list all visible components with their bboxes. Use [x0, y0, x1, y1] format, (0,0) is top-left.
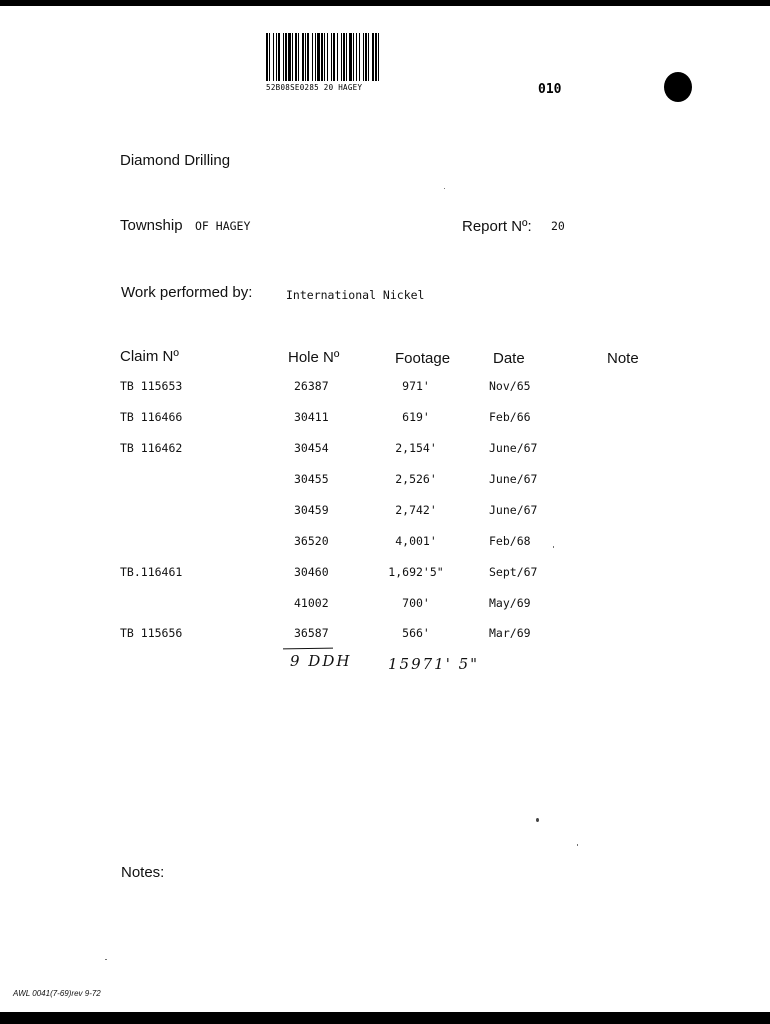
hole-cell: 30459	[294, 503, 329, 517]
scan-speck	[105, 959, 107, 960]
table-row	[0, 626, 770, 646]
barcode	[266, 33, 484, 81]
footage-cell: 619'	[402, 410, 430, 424]
footage-cell: 566'	[402, 626, 430, 640]
date-cell: Mar/69	[489, 626, 531, 640]
work-performed-label: Work performed by:	[121, 284, 253, 301]
footage-cell: 971'	[402, 379, 430, 393]
scan-speck	[444, 188, 445, 189]
hole-cell: 41002	[294, 596, 329, 610]
page-code: 010	[538, 82, 562, 97]
hole-cell: 30454	[294, 441, 329, 455]
hole-cell: 36520	[294, 534, 329, 548]
claim-cell: TB 115656	[120, 626, 183, 640]
col-header-claim: Claim Nº	[120, 348, 179, 365]
table-row	[0, 379, 770, 399]
hole-cell: 30411	[294, 410, 329, 424]
hole-cell: 36587	[294, 626, 329, 640]
footage-cell: 2,526'	[395, 472, 437, 486]
scan-speck	[577, 844, 578, 846]
table-row	[0, 596, 770, 616]
footage-cell: 4,001'	[395, 534, 437, 548]
col-header-hole: Hole Nº	[288, 349, 340, 366]
hole-cell: 30460	[294, 565, 329, 579]
table-row	[0, 534, 770, 554]
date-cell: Nov/65	[489, 379, 531, 393]
hole-cell: 26387	[294, 379, 329, 393]
totals-rule	[283, 648, 333, 650]
col-header-date: Date	[493, 350, 525, 367]
col-header-note: Note	[607, 350, 639, 367]
col-header-footage: Footage	[395, 350, 451, 367]
date-cell: Sept/67	[489, 565, 538, 579]
table-row	[0, 472, 770, 492]
footage-cell: 2,742'	[395, 503, 437, 517]
hole-cell: 30455	[294, 472, 329, 486]
date-cell: Feb/66	[489, 410, 531, 424]
table-row	[0, 441, 770, 461]
footage-cell: 2,154'	[395, 441, 437, 455]
table-row	[0, 410, 770, 430]
report-value: 20	[551, 219, 565, 233]
work-performed-value: International Nickel	[286, 288, 425, 302]
report-label: Report Nº:	[462, 218, 532, 235]
form-code: AWL 0041(7-69)rev 9-72	[13, 989, 101, 998]
claim-cell: TB 115653	[120, 379, 183, 393]
claim-cell: TB.116461	[120, 565, 183, 579]
scan-speck	[536, 818, 539, 822]
date-cell: May/69	[489, 596, 531, 610]
township-label: Township	[120, 217, 183, 234]
footage-cell: 1,692'5"	[388, 565, 444, 579]
punch-hole	[664, 72, 692, 102]
scan-speck	[553, 546, 554, 548]
footage-cell: 700'	[402, 596, 430, 610]
total-holes: 9 DDH	[290, 652, 352, 670]
notes-label: Notes:	[121, 864, 165, 881]
claim-cell: TB 116462	[120, 441, 183, 455]
document-page	[0, 6, 770, 1012]
table-row	[0, 565, 770, 585]
total-footage: 15971' 5"	[388, 655, 480, 673]
date-cell: Feb/68	[489, 534, 531, 548]
date-cell: June/67	[489, 472, 538, 486]
document-title: Diamond Drilling	[120, 152, 231, 169]
date-cell: June/67	[489, 441, 538, 455]
township-value: OF HAGEY	[195, 219, 251, 233]
barcode-text: 52B08SE0285 20 HAGEY	[266, 83, 363, 92]
date-cell: June/67	[489, 503, 538, 517]
claim-cell: TB 116466	[120, 410, 183, 424]
table-row	[0, 503, 770, 523]
